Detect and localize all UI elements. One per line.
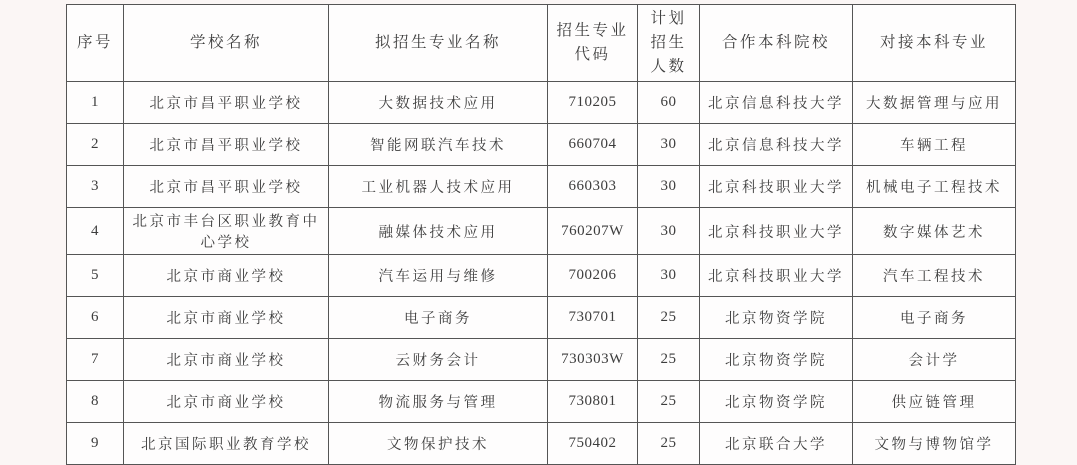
table-cell: 25 — [638, 381, 700, 423]
table-cell: 电子商务 — [329, 297, 548, 339]
table-cell: 700206 — [548, 255, 638, 297]
table-header-row — [67, 5, 1016, 82]
column-header: 计划招生人数 — [638, 5, 700, 82]
table-cell: 760207W — [548, 208, 638, 255]
table-cell: 会计学 — [853, 339, 1016, 381]
table-cell: 电子商务 — [853, 297, 1016, 339]
table-row — [67, 381, 1016, 423]
column-header: 学校名称 — [124, 5, 329, 82]
enrollment-table-container — [66, 4, 1015, 465]
table-cell: 5 — [67, 255, 124, 297]
table-cell: 北京信息科技大学 — [700, 82, 853, 124]
table-cell: 车辆工程 — [853, 124, 1016, 166]
table-cell: 北京市昌平职业学校 — [124, 124, 329, 166]
table-row — [67, 208, 1016, 255]
table-cell: 30 — [638, 166, 700, 208]
table-cell: 30 — [638, 124, 700, 166]
table-row — [67, 423, 1016, 465]
table-cell: 智能网联汽车技术 — [329, 124, 548, 166]
table-row — [67, 339, 1016, 381]
table-cell: 660704 — [548, 124, 638, 166]
table-cell: 30 — [638, 208, 700, 255]
table-cell: 6 — [67, 297, 124, 339]
table-cell: 30 — [638, 255, 700, 297]
table-cell: 1 — [67, 82, 124, 124]
table-cell: 物流服务与管理 — [329, 381, 548, 423]
table-cell: 北京物资学院 — [700, 297, 853, 339]
table-cell: 北京市商业学校 — [124, 381, 329, 423]
table-cell: 北京国际职业教育学校 — [124, 423, 329, 465]
table-cell: 北京科技职业大学 — [700, 208, 853, 255]
table-cell: 融媒体技术应用 — [329, 208, 548, 255]
table-row — [67, 166, 1016, 208]
table-cell: 8 — [67, 381, 124, 423]
table-cell: 大数据管理与应用 — [853, 82, 1016, 124]
table-row — [67, 124, 1016, 166]
table-cell: 750402 — [548, 423, 638, 465]
table-cell: 北京物资学院 — [700, 339, 853, 381]
enrollment-table — [66, 4, 1016, 465]
table-cell: 北京市商业学校 — [124, 255, 329, 297]
table-cell: 文物与博物馆学 — [853, 423, 1016, 465]
table-cell: 工业机器人技术应用 — [329, 166, 548, 208]
table-cell: 730801 — [548, 381, 638, 423]
table-cell: 北京联合大学 — [700, 423, 853, 465]
table-cell: 710205 — [548, 82, 638, 124]
table-cell: 25 — [638, 297, 700, 339]
table-cell: 数字媒体艺术 — [853, 208, 1016, 255]
table-cell: 60 — [638, 82, 700, 124]
table-cell: 北京市昌平职业学校 — [124, 166, 329, 208]
table-cell: 机械电子工程技术 — [853, 166, 1016, 208]
table-cell: 汽车运用与维修 — [329, 255, 548, 297]
table-cell: 文物保护技术 — [329, 423, 548, 465]
table-cell: 25 — [638, 423, 700, 465]
table-cell: 北京市商业学校 — [124, 339, 329, 381]
column-header: 对接本科专业 — [853, 5, 1016, 82]
table-row — [67, 297, 1016, 339]
table-cell: 3 — [67, 166, 124, 208]
column-header: 招生专业代码 — [548, 5, 638, 82]
table-cell: 北京市昌平职业学校 — [124, 82, 329, 124]
table-cell: 北京信息科技大学 — [700, 124, 853, 166]
table-cell: 9 — [67, 423, 124, 465]
table-cell: 2 — [67, 124, 124, 166]
table-cell: 云财务会计 — [329, 339, 548, 381]
table-body — [67, 82, 1016, 465]
column-header: 合作本科院校 — [700, 5, 853, 82]
table-cell: 汽车工程技术 — [853, 255, 1016, 297]
column-header: 序号 — [67, 5, 124, 82]
table-cell: 25 — [638, 339, 700, 381]
table-cell: 730701 — [548, 297, 638, 339]
table-cell: 4 — [67, 208, 124, 255]
table-cell: 660303 — [548, 166, 638, 208]
table-cell: 7 — [67, 339, 124, 381]
table-cell: 北京市丰台区职业教育中心学校 — [124, 208, 329, 255]
table-row — [67, 255, 1016, 297]
table-cell: 供应链管理 — [853, 381, 1016, 423]
table-row — [67, 82, 1016, 124]
table-cell: 北京物资学院 — [700, 381, 853, 423]
table-cell: 北京科技职业大学 — [700, 255, 853, 297]
column-header: 拟招生专业名称 — [329, 5, 548, 82]
table-cell: 北京市商业学校 — [124, 297, 329, 339]
table-cell: 730303W — [548, 339, 638, 381]
table-cell: 北京科技职业大学 — [700, 166, 853, 208]
table-cell: 大数据技术应用 — [329, 82, 548, 124]
